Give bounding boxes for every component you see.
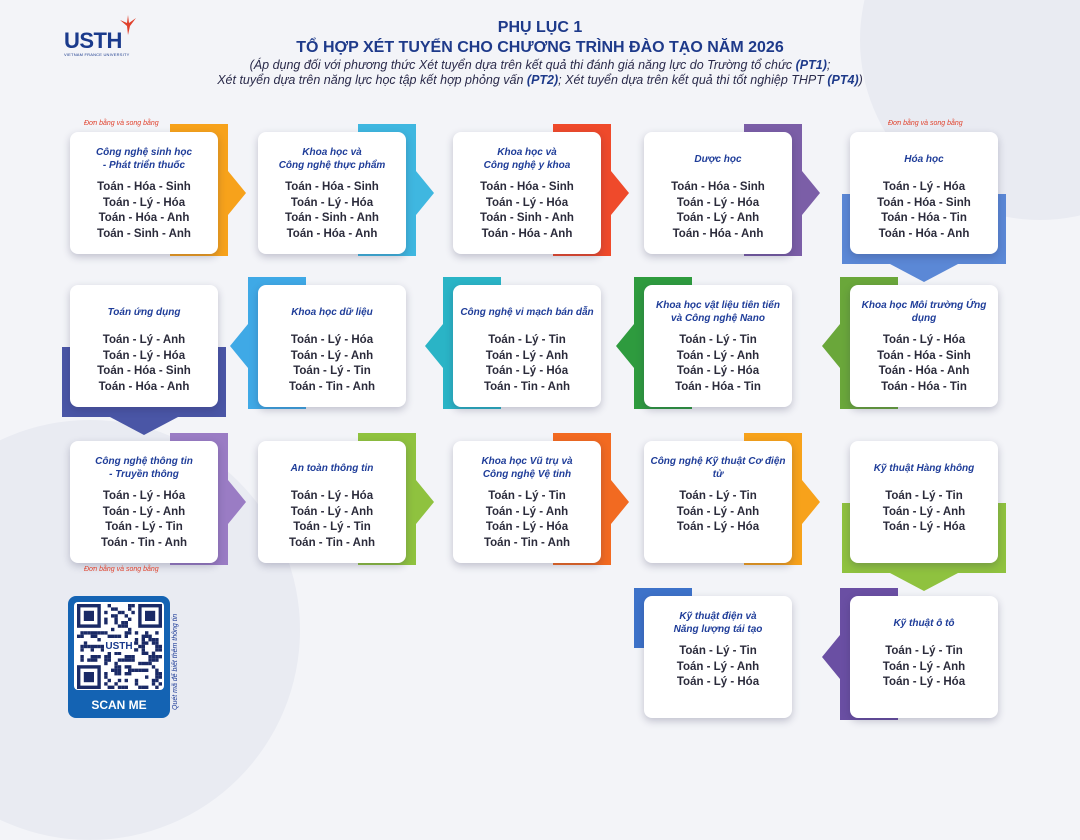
subject-combination: Toán - Lý - Anh [102,505,186,518]
subject-combination: Toán - Lý - Hóa [102,349,186,362]
program-title: Khoa học và Công nghệ y khoa [483,147,571,171]
program-card[interactable] [453,285,601,407]
program-card[interactable] [258,285,406,407]
program-title: Kỹ thuật ô tô [893,617,955,629]
subject-combination: Toán - Lý - Tin [679,490,757,502]
program-card[interactable] [453,132,601,254]
program-title: Khoa học Môi trường Ứng dụng [861,300,987,324]
connector-arrow-icon [822,324,840,368]
combo-list [644,180,792,242]
appendix-title: PHỤ LỤC 1 [497,19,583,36]
note-text: ) [858,73,863,87]
program-title: Dược học [694,153,742,165]
header-note [180,58,900,88]
combo-list [70,333,218,395]
note-text: ; [826,58,831,72]
logo-subtitle: VIETNAM FRANCE UNIVERSITY [64,52,130,57]
note-text: ; Xét tuyển dựa trên kết quả thi tốt nghiệp THPT [558,73,828,87]
subject-combination: Toán - Sinh - Anh [285,212,379,224]
program-card[interactable] [644,596,792,718]
connector-arrow-icon [611,480,629,524]
connector-arrow-icon [890,573,958,591]
combo-list [258,180,406,242]
subject-combination: Toán - Lý - Tin [293,521,371,533]
program-title: Kỹ thuật điện và Năng lượng tái tạo [673,611,763,635]
subject-combination: Toán - Lý - Hóa [102,490,186,502]
subject-combination: Toán - Hóa - Tin [881,380,967,393]
subject-combination: Toán - Lý - Hóa [676,196,760,209]
program-title: An toàn thông tin [290,462,374,474]
program-card[interactable] [258,132,406,254]
connector-arrow-icon [416,480,434,524]
double-degree-badge: Đơn bằng và song bằng [888,120,963,127]
subject-combination: Toán - Lý - Hóa [882,521,966,533]
connector-arrow-icon [822,635,840,679]
subject-combination: Toán - Lý - Hóa [485,196,569,209]
subject-combination: Toán - Hóa - Sinh [285,181,379,193]
subject-combination: Toán - Tin - Anh [288,380,376,393]
subject-combination: Toán - Hóa - Anh [98,380,190,393]
double-degree-badge: Đơn bằng và song bằng [84,566,159,573]
qr-code-image [74,602,164,690]
combo-list [850,180,998,242]
qr-code[interactable] [74,602,164,690]
program-card[interactable] [850,285,998,407]
subject-combination: Toán - Tin - Anh [483,380,571,393]
connector-arrow-icon [110,417,178,435]
program-card[interactable] [70,285,218,407]
program-card[interactable] [850,441,998,563]
subject-combination: Toán - Tin - Anh [100,536,188,549]
subject-combination: Toán - Hóa - Anh [286,227,378,240]
subject-combination: Toán - Tin - Anh [288,536,376,549]
combo-list [644,489,792,536]
subject-combination: Toán - Lý - Anh [882,505,966,518]
combo-list [850,333,998,395]
subject-combination: Toán - Hóa - Tin [675,380,761,393]
subject-combination: Toán - Hóa - Sinh [877,196,971,209]
program-title: Công nghệ vi mạch bán dẫn [460,306,594,318]
combo-list [644,333,792,395]
subject-combination: Toán - Hóa - Anh [878,227,970,240]
method-pt1: (PT1) [795,58,827,72]
combo-list [70,489,218,551]
connector-arrow-icon [890,264,958,282]
usth-logo [64,14,144,57]
combo-list [453,489,601,551]
method-pt2: (PT2) [526,73,559,87]
subject-combination: Toán - Lý - Tin [885,490,963,502]
combo-list [850,644,998,691]
subject-combination: Toán - Lý - Anh [102,334,186,346]
subject-combination: Toán - Hóa - Sinh [97,181,191,193]
connector-arrow-icon [425,324,443,368]
subject-combination: Toán - Lý - Tin [679,334,757,346]
subject-combination: Toán - Lý - Tin [293,365,371,377]
scan-me-label: SCAN ME [91,698,147,712]
subject-combination: Toán - Hóa - Anh [672,227,764,240]
subject-combination: Toán - Lý - Hóa [882,676,966,688]
combo-list [453,333,601,395]
subject-combination: Toán - Lý - Hóa [676,365,760,377]
combo-list [70,180,218,242]
program-card[interactable] [70,132,218,254]
connector-arrow-icon [611,171,629,215]
subject-combination: Toán - Hóa - Sinh [480,181,574,193]
program-card[interactable] [850,596,998,718]
method-pt4: (PT4) [827,73,859,87]
logo-text: USTH [64,28,122,53]
note-text: (Áp dụng đối với phương thức Xét tuyển dựa trên kết quả thi đánh giá năng lực do Trường tổ chức [249,58,796,72]
program-title: Khoa học vật liệu tiên tiến và Công nghệ Nano [656,300,780,324]
subject-combination: Toán - Lý - Hóa [290,490,374,502]
subject-combination: Toán - Lý - Hóa [485,521,569,533]
combo-list [453,180,601,242]
program-title: Hóa học [904,153,944,165]
subject-combination: Toán - Lý - Tin [488,490,566,502]
subject-combination: Toán - Tin - Anh [483,536,571,549]
subject-combination: Toán - Lý - Hóa [290,334,374,346]
program-card[interactable] [70,441,218,563]
program-card[interactable] [850,132,998,254]
subject-combination: Toán - Lý - Tin [105,521,183,533]
subject-combination: Toán - Sinh - Anh [97,227,191,240]
subject-combination: Toán - Hóa - Tin [881,212,967,224]
connector-arrow-icon [616,324,634,368]
subject-combination: Toán - Lý - Hóa [882,334,966,346]
subject-combination: Toán - Lý - Anh [676,349,760,362]
logo-star-icon [118,14,138,36]
subject-combination: Toán - Lý - Hóa [290,196,374,209]
subject-combination: Toán - Hóa - Anh [481,227,573,240]
subject-combination: Toán - Hóa - Sinh [671,181,765,193]
program-card[interactable] [644,285,792,407]
subject-combination: Toán - Sinh - Anh [480,212,574,224]
subject-combination: Toán - Hóa - Sinh [877,349,971,362]
subject-combination: Toán - Hóa - Anh [98,212,190,224]
connector-arrow-icon [802,480,820,524]
page-title: TỔ HỢP XÉT TUYỂN CHO CHƯƠNG TRÌNH ĐÀO TẠO NĂM 2026 [296,39,784,56]
program-card[interactable] [453,441,601,563]
program-title: Khoa học và Công nghệ thực phẩm [278,147,386,171]
subject-combination: Toán - Lý - Tin [488,334,566,346]
combo-list [258,333,406,395]
subject-combination: Toán - Lý - Anh [882,660,966,673]
page-header [180,18,900,88]
qr-logo-text: USTH [105,641,133,652]
subject-combination: Toán - Lý - Hóa [676,676,760,688]
subject-combination: Toán - Lý - Anh [290,505,374,518]
connector-arrow-icon [802,171,820,215]
combo-list [850,489,998,536]
qr-caption: Quét mã để biết thêm thông tin [172,613,179,710]
subject-combination: Toán - Lý - Anh [676,660,760,673]
subject-combination: Toán - Lý - Hóa [676,521,760,533]
subject-combination: Toán - Lý - Anh [485,505,569,518]
program-title: Toán ứng dụng [107,306,181,318]
program-title: Kỹ thuật Hàng không [873,462,975,474]
subject-combination: Toán - Lý - Anh [290,349,374,362]
connector-arrow-icon [416,171,434,215]
subject-combination: Toán - Hóa - Anh [878,365,970,377]
qr-code-panel[interactable] [68,596,170,718]
combo-list [644,644,792,691]
subject-combination: Toán - Lý - Hóa [485,365,569,377]
subject-combination: Toán - Lý - Hóa [882,181,966,193]
combo-list [258,489,406,551]
subject-combination: Toán - Hóa - Sinh [97,365,191,377]
subject-combination: Toán - Lý - Hóa [102,196,186,209]
program-card[interactable] [644,132,792,254]
double-degree-badge: Đơn bằng và song bằng [84,120,159,127]
program-title: Công nghệ Kỹ thuật Cơ điện tử [650,456,786,480]
program-title: Khoa học Vũ trụ và Công nghệ Vệ tinh [481,456,573,480]
program-card[interactable] [258,441,406,563]
connector-arrow-icon [230,324,248,368]
subject-combination: Toán - Lý - Tin [679,645,757,657]
subject-combination: Toán - Lý - Anh [676,212,760,224]
subject-combination: Toán - Lý - Tin [885,645,963,657]
note-text: Xét tuyển dựa trên năng lực học tập kết hợp phỏng vấn [217,73,527,87]
program-title: Công nghệ sinh học - Phát triển thuốc [95,147,193,171]
connector-arrow-icon [228,171,246,215]
subject-combination: Toán - Lý - Anh [485,349,569,362]
program-title: Khoa học dữ liệu [291,306,373,318]
program-title: Công nghệ thông tin - Truyền thông [95,456,193,480]
program-card[interactable] [644,441,792,563]
connector-arrow-icon [228,480,246,524]
subject-combination: Toán - Lý - Anh [676,505,760,518]
